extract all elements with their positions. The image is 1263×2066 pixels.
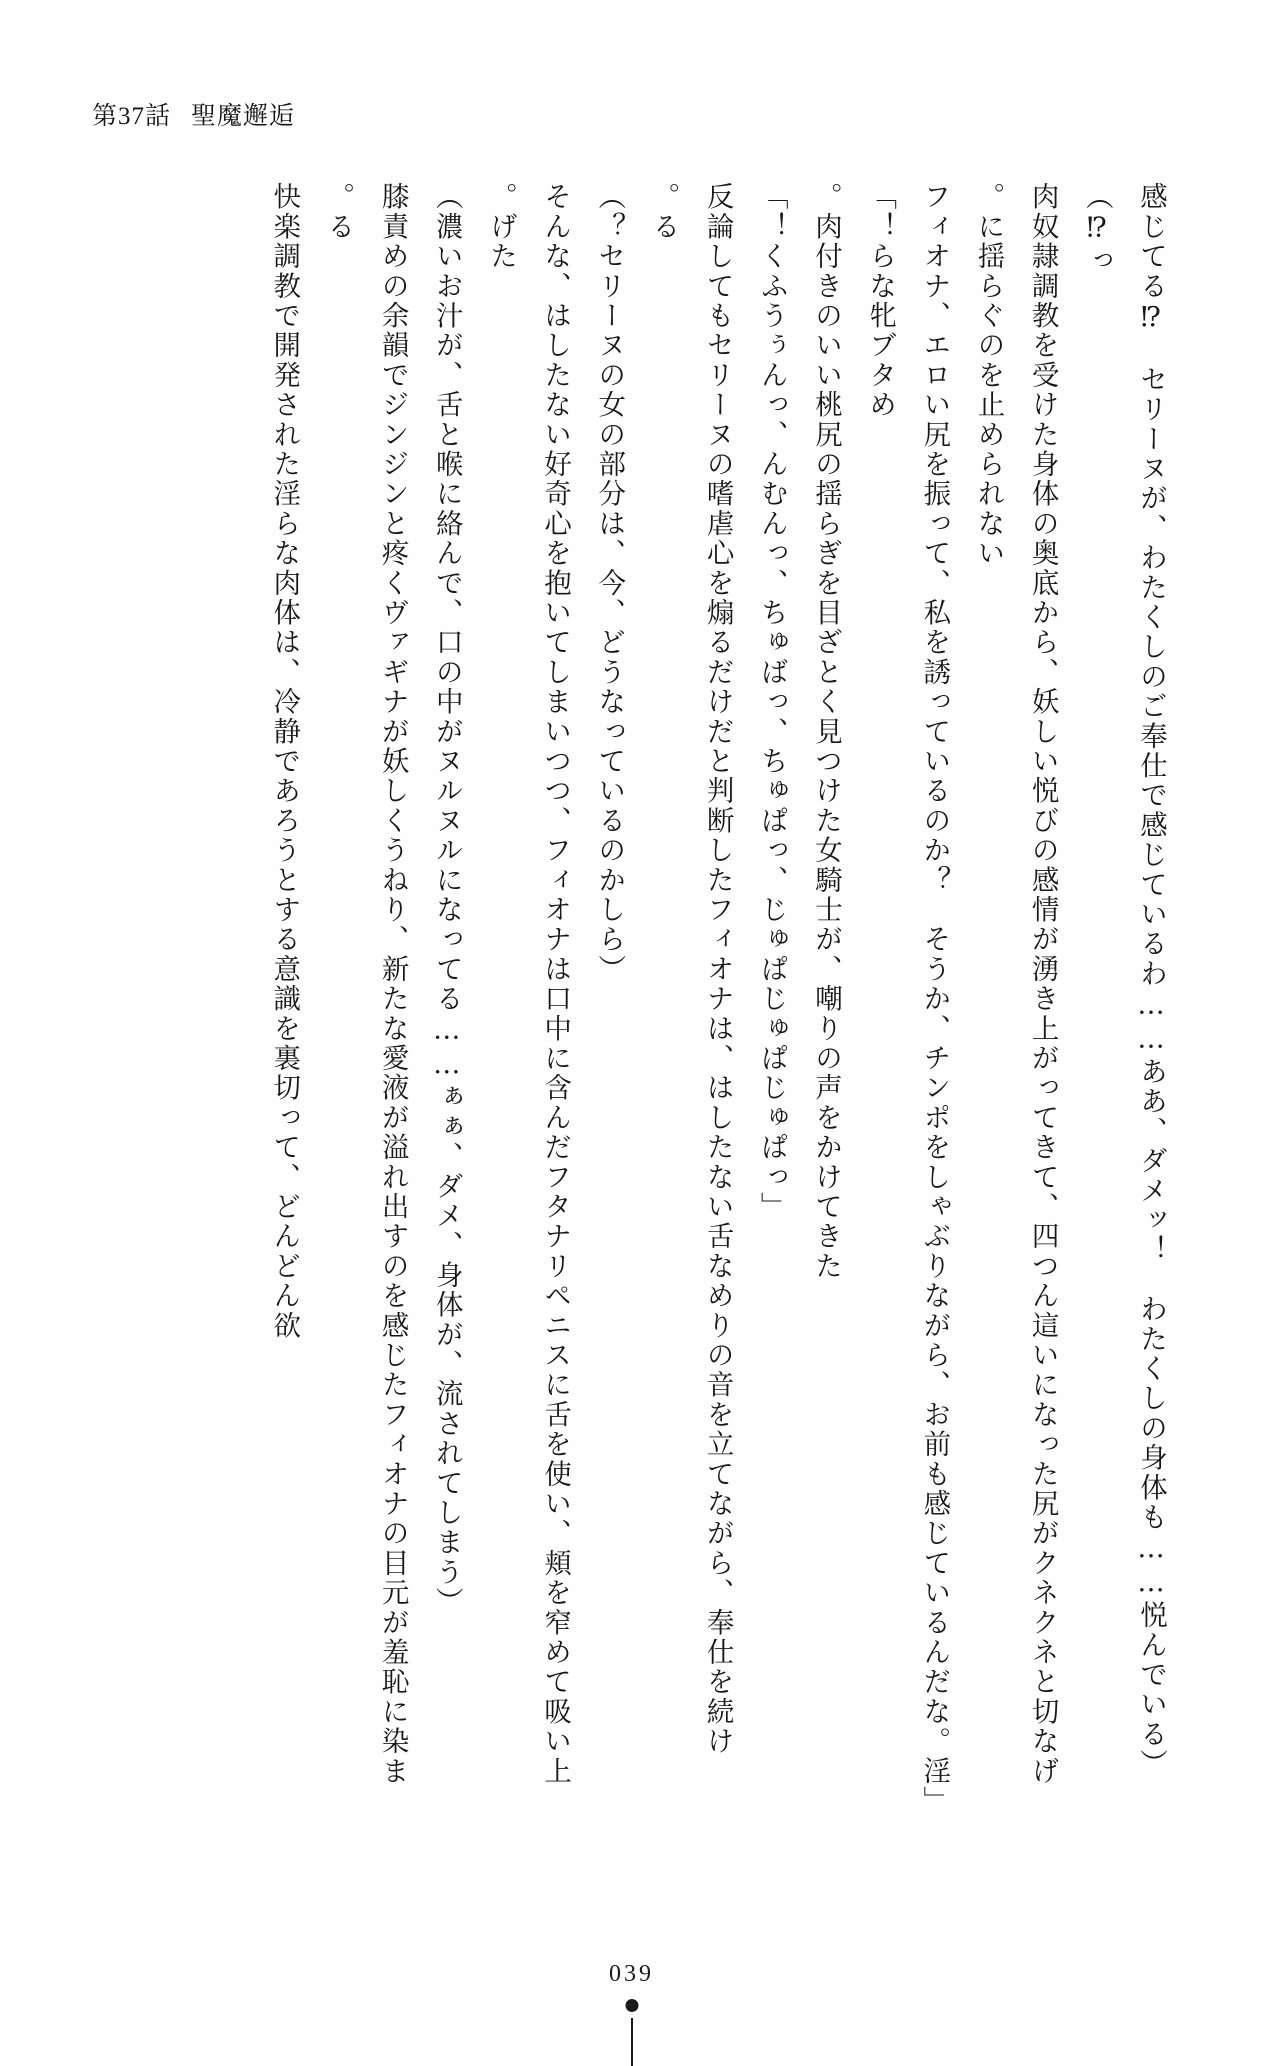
paragraph: 反論してもセリーヌの嗜虐心を煽るだけだと判断したフィオナは、はしたない舌なめりの音を立てながら、奉仕を続ける。 xyxy=(647,182,734,1757)
paragraph: 膝責めの余韻でジンジンと疼くヴァギナが妖しくうねり、新たな愛液が溢れ出すのを感じたフィオナの目元が羞恥に染まる。 xyxy=(322,182,409,1786)
paragraph: 肉付きのいい桃尻の揺らぎを目ざとく見つけた女騎士が、嘲りの声をかけてきた。 xyxy=(809,182,842,1281)
paragraph: （セリーヌの女の部分は、今、どうなっているのかしら？） xyxy=(593,182,626,984)
paragraph: そんな、はしたない好奇心を抱いてしまいつつ、フィオナは口中に含んだフタナリペニスに舌を使い、頬を窄めて吸い上げた。 xyxy=(484,182,572,1786)
paragraph: 肉奴隷調教を受けた身体の奥底から、妖しい悦びの感情が湧き上がってきて、四つん這いになった尻がクネクネと切なげに揺らぐのを止められない。 xyxy=(972,182,1059,1786)
paragraph: 「くふうぅんっ、んむんっ、ちゅばっ、ちゅぱっ、じゅぱじゅぱじゅぱっ！」 xyxy=(755,182,788,1222)
folio-dot-ornament xyxy=(625,1999,638,2012)
chapter-number: 第37話 xyxy=(92,103,172,130)
page-body xyxy=(88,182,1178,1822)
paragraph: 快楽調教で開発された淫らな肉体は、冷静であろうとする意識を裏切って、どんどん欲 xyxy=(268,182,301,1341)
page-number: 039 xyxy=(609,1961,654,1987)
folio-rule-ornament xyxy=(631,2018,633,2066)
paragraph: 「フィオナ、エロい尻を振って、私を誘っているのか？ そうか、チンポをしゃぶりながら、お前も感じているんだな。淫らな牝ブタめ！」 xyxy=(864,182,951,1816)
chapter-header xyxy=(92,96,295,132)
paragraph: （濃いお汁が、舌と喉に絡んで、口の中がヌルヌルになってる……ぁぁ、ダメ、身体が、流されてしまう） xyxy=(430,182,463,1617)
chapter-title: 聖魔邂逅 xyxy=(191,101,296,130)
vertical-text-block xyxy=(257,182,1178,1822)
paragraph: （感じてる⁉ セリーヌが、わたくしのご奉仕で感じているわ……ああ、ダメッ！ わたくしの身体も……悦んでいるっ⁉） xyxy=(1080,182,1167,1779)
